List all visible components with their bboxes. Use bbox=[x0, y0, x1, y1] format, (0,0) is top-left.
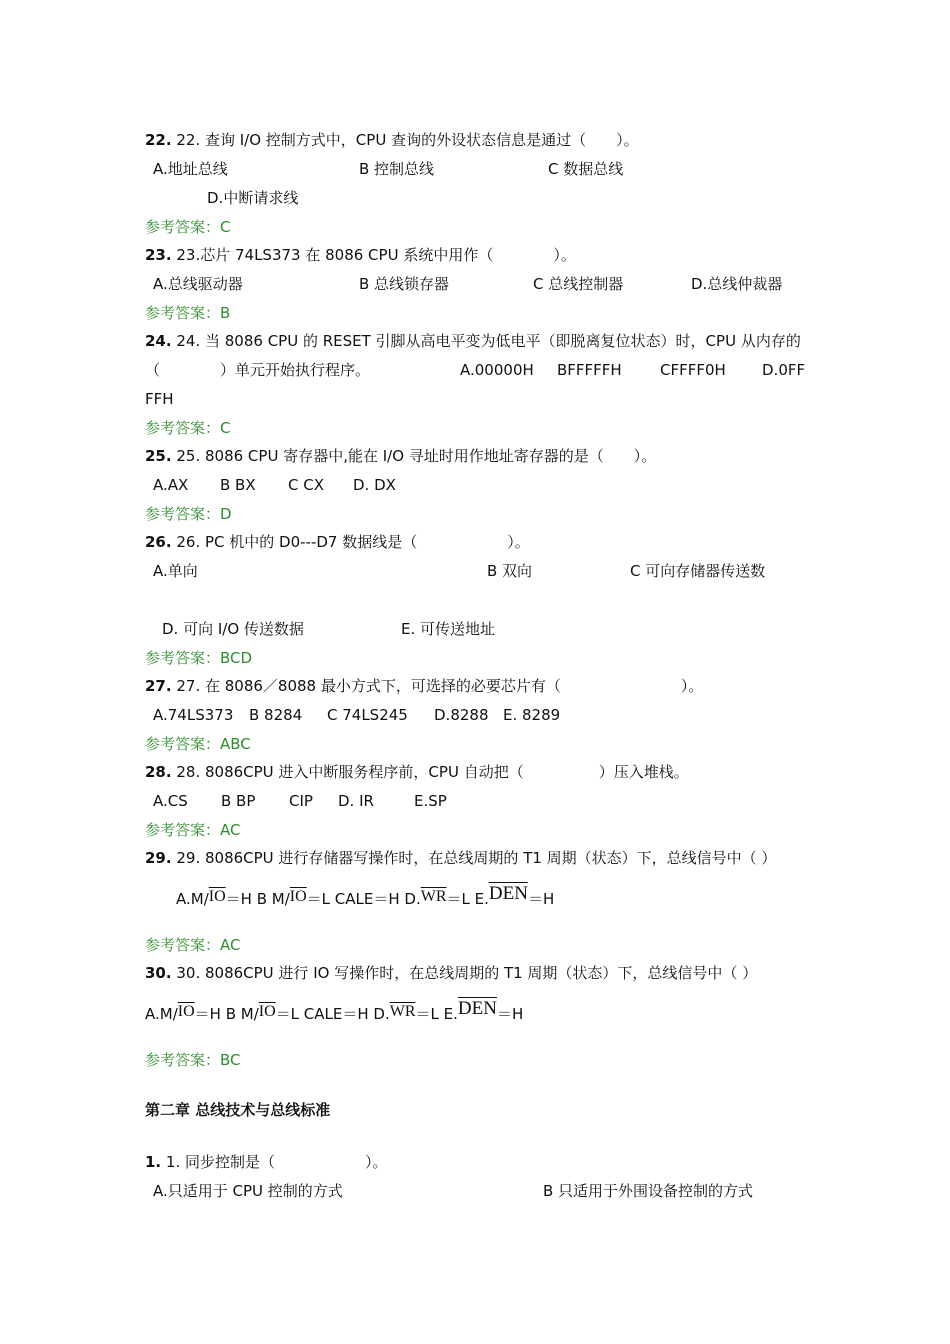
question-24 bbox=[145, 331, 801, 351]
option-b: B BX bbox=[220, 476, 256, 494]
option-c: C 总线控制器 bbox=[533, 275, 624, 293]
option-d: D.0FF bbox=[762, 361, 806, 379]
question-24-line2: （ ）单元开始执行程序。 bbox=[145, 361, 371, 379]
answer-28: 参考答案：AC bbox=[145, 821, 241, 839]
option-d-continued: FFH bbox=[145, 390, 174, 408]
io-overline: $\overline{IO}$ bbox=[258, 1003, 276, 1020]
question-text: 24. 当 8086 CPU 的 RESET 引脚从高电平变为低电平（即脱离复位状态）时，CPU 从内存的 bbox=[176, 332, 801, 350]
option-b: BFFFFFH bbox=[557, 361, 622, 379]
answer-26: 参考答案：BCD bbox=[145, 649, 253, 667]
option-a-prefix: A.M/ bbox=[176, 890, 209, 908]
question-number: 25. bbox=[145, 447, 172, 465]
option-c: C 可向存储器传送数 bbox=[630, 562, 766, 580]
option-a: A.CS bbox=[153, 792, 188, 810]
question-text: 22. 查询 I/O 控制方式中，CPU 查询的外设状态信息是通过（ ）。 bbox=[176, 131, 639, 149]
option-b: B 只适用于外围设备控制的方式 bbox=[543, 1182, 754, 1200]
option-b-prefix: ＝H B M/ bbox=[194, 1005, 259, 1023]
question-number: 29. bbox=[145, 849, 172, 867]
question-27 bbox=[145, 676, 703, 696]
question-text: 29. 8086CPU 进行存储器写操作时，在总线周期的 T1 周期（状态）下，总线信号中（ ） bbox=[176, 849, 777, 867]
question-number: 27. bbox=[145, 677, 172, 695]
option-a-prefix: A.M/ bbox=[145, 1005, 178, 1023]
option-c-d-prefix: ＝L CALE＝H D. bbox=[306, 890, 421, 908]
option-d: D. 可向 I/O 传送数据 bbox=[162, 620, 304, 638]
option-d: D. IR bbox=[338, 792, 374, 810]
option-c: C 数据总线 bbox=[548, 160, 624, 178]
option-b: B 双向 bbox=[487, 562, 533, 580]
question-text: 23.芯片 74LS373 在 8086 CPU 系统中用作（ ）。 bbox=[176, 246, 576, 264]
option-b: B 8284 bbox=[249, 706, 303, 724]
question-text: 27. 在 8086／8088 最小方式下，可选择的必要芯片有（ ）。 bbox=[176, 677, 704, 695]
option-e-prefix: ＝L E. bbox=[446, 890, 489, 908]
question-number: 28. bbox=[145, 763, 172, 781]
question-26 bbox=[145, 532, 530, 552]
io-overline: $\overline{IO}$ bbox=[208, 888, 226, 905]
answer-30: 参考答案：BC bbox=[145, 1051, 241, 1069]
option-a: A.只适用于 CPU 控制的方式 bbox=[153, 1182, 343, 1200]
option-c: C 74LS245 bbox=[327, 706, 408, 724]
question-28 bbox=[145, 762, 689, 782]
question-25 bbox=[145, 446, 656, 466]
option-e-suffix: ＝H bbox=[527, 890, 555, 908]
option-b-prefix: ＝H B M/ bbox=[225, 890, 290, 908]
question-number: 24. bbox=[145, 332, 172, 350]
answer-23: 参考答案：B bbox=[145, 304, 231, 322]
option-b: B 控制总线 bbox=[359, 160, 435, 178]
question-text: 30. 8086CPU 进行 IO 写操作时，在总线周期的 T1 周期（状态）下，总线信号中（ ） bbox=[176, 964, 758, 982]
question-30-options bbox=[145, 999, 523, 1024]
answer-24: 参考答案：C bbox=[145, 419, 231, 437]
io-overline: $\overline{IO}$ bbox=[289, 888, 307, 905]
question-text: 26. PC 机中的 D0---D7 数据线是（ ）。 bbox=[176, 533, 530, 551]
question-text: 25. 8086 CPU 寄存器中,能在 I/O 寻址时用作地址寄存器的是（ ）。 bbox=[176, 447, 657, 465]
option-e-suffix: ＝H bbox=[496, 1005, 524, 1023]
option-c: CIP bbox=[289, 792, 313, 810]
chapter-heading: 第二章 总线技术与总线标准 bbox=[145, 1101, 331, 1119]
question-29 bbox=[145, 848, 776, 868]
option-b: B 总线锁存器 bbox=[359, 275, 450, 293]
option-d: D. DX bbox=[353, 476, 396, 494]
question-text: 1. 同步控制是（ ）。 bbox=[165, 1153, 388, 1171]
option-d: D.中断请求线 bbox=[207, 189, 299, 207]
question-number: 30. bbox=[145, 964, 172, 982]
question-number: 22. bbox=[145, 131, 172, 149]
chapter2-question-1 bbox=[145, 1152, 388, 1172]
answer-25: 参考答案：D bbox=[145, 505, 232, 523]
io-overline: $\overline{IO}$ bbox=[177, 1003, 195, 1020]
option-a: A.地址总线 bbox=[153, 160, 228, 178]
option-e: E. 8289 bbox=[503, 706, 561, 724]
option-e: E.SP bbox=[414, 792, 447, 810]
option-a: A.AX bbox=[153, 476, 189, 494]
option-e-prefix: ＝L E. bbox=[415, 1005, 458, 1023]
question-number: 26. bbox=[145, 533, 172, 551]
option-a: A.单向 bbox=[153, 562, 198, 580]
option-a: A.总线驱动器 bbox=[153, 275, 243, 293]
question-number: 23. bbox=[145, 246, 172, 264]
answer-22: 参考答案：C bbox=[145, 218, 231, 236]
option-d: D.总线仲裁器 bbox=[691, 275, 783, 293]
option-d: D.8288 bbox=[434, 706, 489, 724]
question-22 bbox=[145, 130, 639, 150]
wr-overline: $\overline{WR}$ bbox=[389, 1003, 416, 1020]
wr-overline: $\overline{WR}$ bbox=[420, 888, 447, 905]
option-c-d-prefix: ＝L CALE＝H D. bbox=[275, 1005, 390, 1023]
option-c: C CX bbox=[288, 476, 324, 494]
question-29-options bbox=[176, 884, 554, 909]
option-c: CFFFF0H bbox=[660, 361, 726, 379]
question-30 bbox=[145, 963, 757, 983]
den-overline: $\overline{DEN}$ bbox=[488, 883, 528, 904]
option-a: A.00000H bbox=[460, 361, 534, 379]
question-number: 1. bbox=[145, 1153, 162, 1171]
option-a: A.74LS373 bbox=[153, 706, 234, 724]
question-23 bbox=[145, 245, 576, 265]
answer-29: 参考答案：AC bbox=[145, 936, 241, 954]
den-overline: $\overline{DEN}$ bbox=[457, 998, 497, 1019]
option-b: B BP bbox=[221, 792, 256, 810]
question-text: 28. 8086CPU 进入中断服务程序前，CPU 自动把（ ）压入堆栈。 bbox=[176, 763, 689, 781]
option-e: E. 可传送地址 bbox=[401, 620, 496, 638]
answer-27: 参考答案：ABC bbox=[145, 735, 251, 753]
